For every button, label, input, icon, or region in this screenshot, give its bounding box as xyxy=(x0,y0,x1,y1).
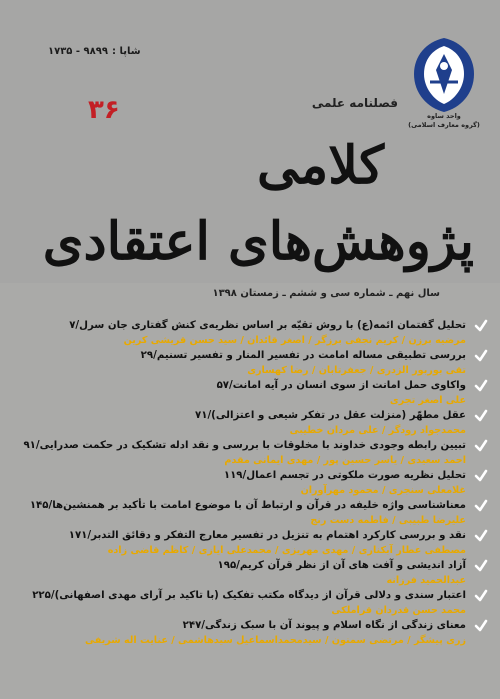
toc-title: اعتبار سندی و دلالی قرآن از دیدگاه مکتب تفکیک (با تاکید بر آرای مهدی اصفهانی)/۲۲۵ xyxy=(32,590,466,601)
toc-entry xyxy=(30,348,490,378)
edition-info: سال نهم ـ شماره سی و ششم ـ زمستان ۱۳۹۸ xyxy=(212,288,440,299)
toc-authors: محمدجواد رودگر / علی مردان خطیبی xyxy=(289,425,466,436)
check-icon xyxy=(474,409,488,423)
toc-entry xyxy=(30,408,490,438)
check-icon xyxy=(474,619,488,633)
toc-entry xyxy=(30,318,490,348)
toc-title: واکاوی حمل امانت از سوی انسان در آیه امانت/۵۷ xyxy=(216,380,466,391)
check-icon xyxy=(474,349,488,363)
toc-authors: زری پیشگر / مرتضی سمنون / سیدمحمداسماعیل سیدهاشمی / عنایت اله شریفی xyxy=(85,635,466,646)
check-icon xyxy=(474,469,488,483)
toc-title: تحلیل نظریه صورت ملکوتی در تجسم اعمال/۱۱۹ xyxy=(223,470,466,481)
toc-authors: احمد سعیدی / یاسر حسین پور / مهدی ایمانی مقدم xyxy=(224,455,466,466)
toc-title: بررسی تطبیقی مساله امامت در تفسیر المنار و تفسیر تسنیم/۲۹ xyxy=(140,350,466,361)
toc-title: معنای زندگی از نگاه اسلام و پیوند آن با سبک زندگی/۲۴۷ xyxy=(182,620,466,631)
toc-authors: مرضیه برزن / کریم نجفی برزگر / اصغر قائدان / سید حسن قریشی کرین xyxy=(123,335,466,346)
toc-authors: غلامعلی سنجری / محمود مهرآوران xyxy=(300,485,466,496)
check-icon xyxy=(474,499,488,513)
toc-authors: محمد حسن قدردان قراملکی xyxy=(331,605,466,616)
toc-entry xyxy=(30,468,490,498)
issn xyxy=(44,46,141,57)
check-icon xyxy=(474,589,488,603)
table-of-contents xyxy=(23,318,490,648)
toc-authors: مصطفی عطار آبکناری / مهدی مهریزی / محمدعلی ایازی / کاظم قاضی زاده xyxy=(107,545,466,556)
issn-label: شاپا : xyxy=(111,46,141,57)
toc-entry xyxy=(30,528,490,558)
check-icon xyxy=(474,439,488,453)
toc-entry xyxy=(30,378,490,408)
toc-title: نقد و بررسی کارکرد اهتمام به تنزیل در تفسیر معارج التفکر و دقائق التدبر/۱۷۱ xyxy=(68,530,466,541)
toc-authors: علیرضا طبیبی / فاطمه دست رنج xyxy=(310,515,466,526)
title-line2: کلامی xyxy=(257,135,384,196)
toc-authors: تقی بوربور الزدری / جعفرتابان / رضا کهساری xyxy=(247,365,466,376)
toc-authors: علی اصغر تجری xyxy=(389,395,466,406)
issn-value: ۹۸۹۹ - ۱۷۳۵ xyxy=(48,46,108,57)
check-icon xyxy=(474,319,488,333)
toc-title: تحلیل گفتمان ائمه(ع) با روش تقیّه بر اساس نظریه‌ی کنش گفتاری جان سرل/۷ xyxy=(69,320,466,331)
title-line1: پژوهش‌های اعتقادی xyxy=(42,211,474,272)
journal-title xyxy=(34,128,474,280)
check-icon xyxy=(474,529,488,543)
toc-title: معناشناسی واژه خلیفه در قرآن و ارتباط آن با موضوع امامت با تأکید بر همنشین‌ها/۱۴۵ xyxy=(29,500,466,511)
toc-title: تبیین رابطه وجودی خداوند با مخلوقات با بررسی و نقد ادله تشکیک در حکمت صدرایی/۹۱ xyxy=(23,440,466,451)
check-icon xyxy=(474,559,488,573)
journal-type: فصلنامه علمی xyxy=(311,96,398,110)
university-logo xyxy=(410,36,478,114)
logo-caption-line1: واحد ساوه xyxy=(427,112,461,120)
issue-number: ۳۶ xyxy=(88,95,120,125)
logo-caption-line2: (گروه معارف اسلامی) xyxy=(408,121,480,129)
toc-entry xyxy=(23,438,490,468)
toc-entry xyxy=(30,558,490,588)
toc-authors: عبدالحمید فرزانه xyxy=(386,575,466,586)
toc-entry xyxy=(30,588,490,618)
check-icon xyxy=(474,379,488,393)
toc-title: آزاد اندیشی و آفت های آن از نظر قرآن کریم/۱۹۵ xyxy=(217,560,466,571)
toc-title: عقل مطهّر (منزلت عقل در تفکر شیعی و اعتزالی)/۷۱ xyxy=(195,410,466,421)
toc-entry xyxy=(30,498,490,528)
toc-entry xyxy=(30,618,490,648)
